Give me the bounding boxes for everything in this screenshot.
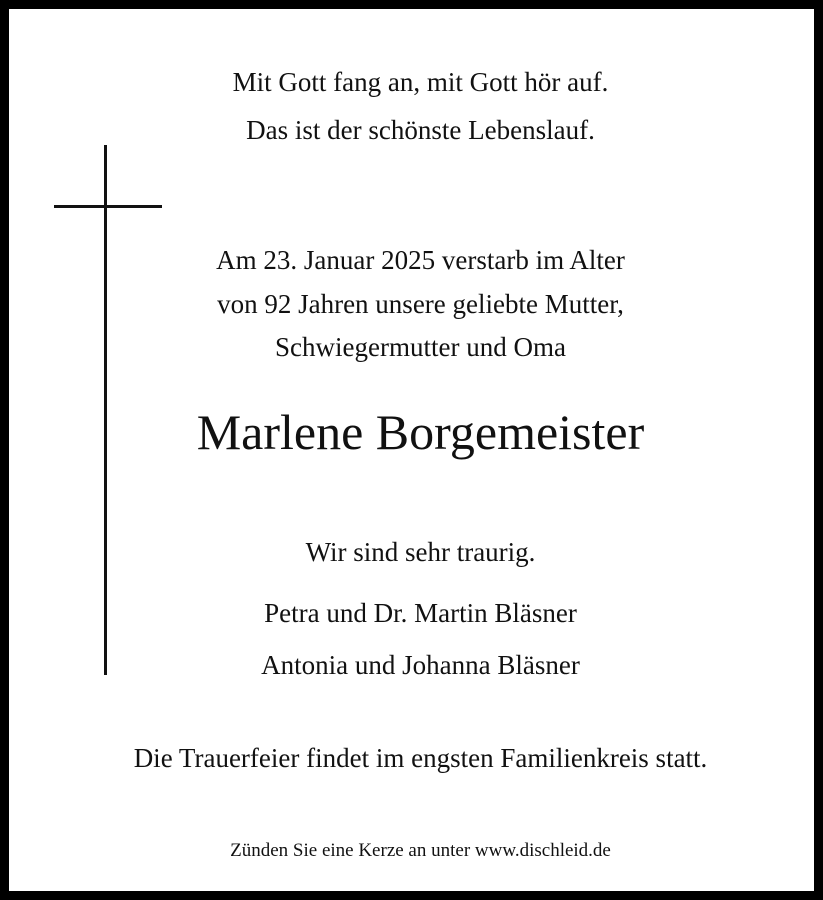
- deceased-name: Marlene Borgemeister: [196, 404, 645, 460]
- announcement-line-3: Schwiegermutter und Oma: [275, 332, 566, 362]
- announcement-line-1: Am 23. Januar 2025 verstarb im Alter: [216, 245, 625, 275]
- motto-line-2: Das ist der schönste Lebenslauf.: [246, 115, 595, 145]
- announcement-line-2: von 92 Jahren unsere geliebte Mutter,: [217, 289, 624, 319]
- motto-line-1: Mit Gott fang an, mit Gott hör auf.: [232, 67, 609, 97]
- funeral-note: Die Trauerfeier findet im engsten Familienkreis statt.: [133, 743, 708, 773]
- mourner-line-2: Antonia und Johanna Bläsner: [261, 650, 580, 680]
- sentiment-line: Wir sind sehr traurig.: [305, 537, 536, 567]
- footer-link-text: Zünden Sie eine Kerze an unter www.dischleid.de: [230, 840, 611, 861]
- cross-icon-bar: [54, 205, 162, 208]
- mourner-line-1: Petra und Dr. Martin Bläsner: [264, 598, 577, 628]
